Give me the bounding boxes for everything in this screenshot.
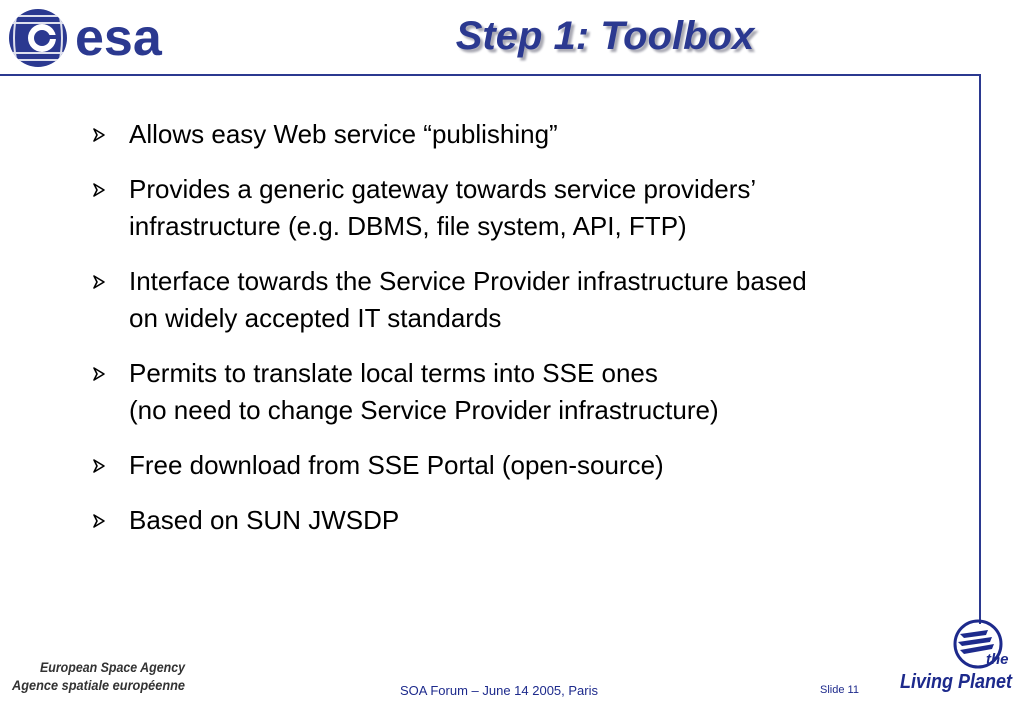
bullet-item [92,263,972,337]
frame-divider-top [0,74,981,76]
living-planet-tagline-bottom: Living Planet [900,671,1014,693]
living-planet-tagline-top: the [986,651,1009,668]
agency-name-french: Agence spatiale européenne [11,677,186,693]
bullet-item [92,447,972,484]
slide-title: Step 1: Toolbox [455,14,755,58]
arrow-bullet-icon [92,367,106,381]
bullet-text: Based on SUN JWSDP [129,505,400,535]
bullet-text-continued: infrastructure (e.g. DBMS, file system, API, FTP) [129,211,687,241]
frame-divider-right [979,74,981,624]
bullet-text-continued: on widely accepted IT standards [129,303,502,333]
living-planet-logo-icon [898,618,1016,694]
bullet-item [92,355,972,429]
arrow-bullet-icon [92,275,106,289]
esa-logo-icon [8,8,193,68]
bullet-text: Permits to translate local terms into SSE ones [129,358,658,388]
bullet-text: Provides a generic gateway towards service providers’ [129,174,757,204]
agency-name-logo [12,657,187,695]
bullet-text: Free download from SSE Portal (open-source) [129,450,664,480]
agency-name-english: European Space Agency [40,659,187,675]
bullet-item [92,116,972,153]
bullet-text-continued: (no need to change Service Provider infrastructure) [129,395,719,425]
arrow-bullet-icon [92,183,106,197]
bullet-text: Allows easy Web service “publishing” [129,119,558,149]
bullet-item [92,502,972,539]
footer-event-text: SOA Forum – June 14 2005, Paris [400,683,598,698]
arrow-bullet-icon [92,459,106,473]
bullet-item [92,171,972,245]
esa-logo-text: esa [75,9,162,67]
arrow-bullet-icon [92,514,106,528]
arrow-bullet-icon [92,128,106,142]
slide-number: Slide 11 [820,684,859,696]
bullet-list [92,116,972,557]
bullet-text: Interface towards the Service Provider infrastructure based [129,266,807,296]
